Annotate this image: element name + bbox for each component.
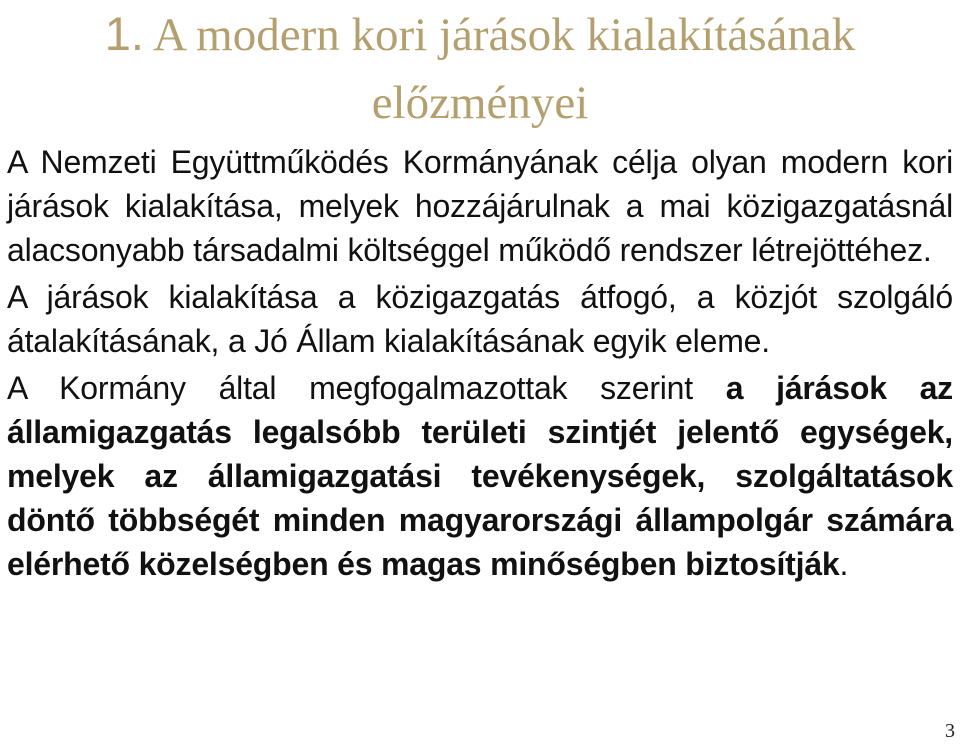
definition-tail: . bbox=[839, 546, 849, 582]
slide-title bbox=[0, 0, 960, 137]
title-number: 1. bbox=[104, 7, 144, 60]
paragraph-reform: A járások kialakítása a közigazgatás átfogó, a közjót szolgáló átalakításának, a Jó Állam kialakításának egyik eleme. bbox=[7, 279, 953, 359]
paragraph-goal: A Nemzeti Együttműködés Kormányának célja olyan modern kori járások kialakítása, melyek hozzájárulnak a mai közigazgatásnál alacsonyabb társadalmi költséggel működő rendszer létrejöttéhez. bbox=[7, 144, 953, 268]
title-text: A modern kori járások kialakításának előzményei bbox=[143, 9, 856, 129]
paragraph-definition bbox=[7, 366, 953, 586]
definition-lead: A Kormány által megfogalmazottak szerint bbox=[7, 370, 726, 406]
page-number: 3 bbox=[945, 720, 955, 742]
definition-bold: a járások az államigazgatás legalsóbb területi szintjét jelentő egységek, melyek az államigazgatási tevékenységek, szolgáltatások döntő többségét minden magyarországi állampolgár számára elérhető közelségben és magas minőségben biztosítják bbox=[7, 370, 953, 582]
slide-body bbox=[7, 140, 953, 586]
